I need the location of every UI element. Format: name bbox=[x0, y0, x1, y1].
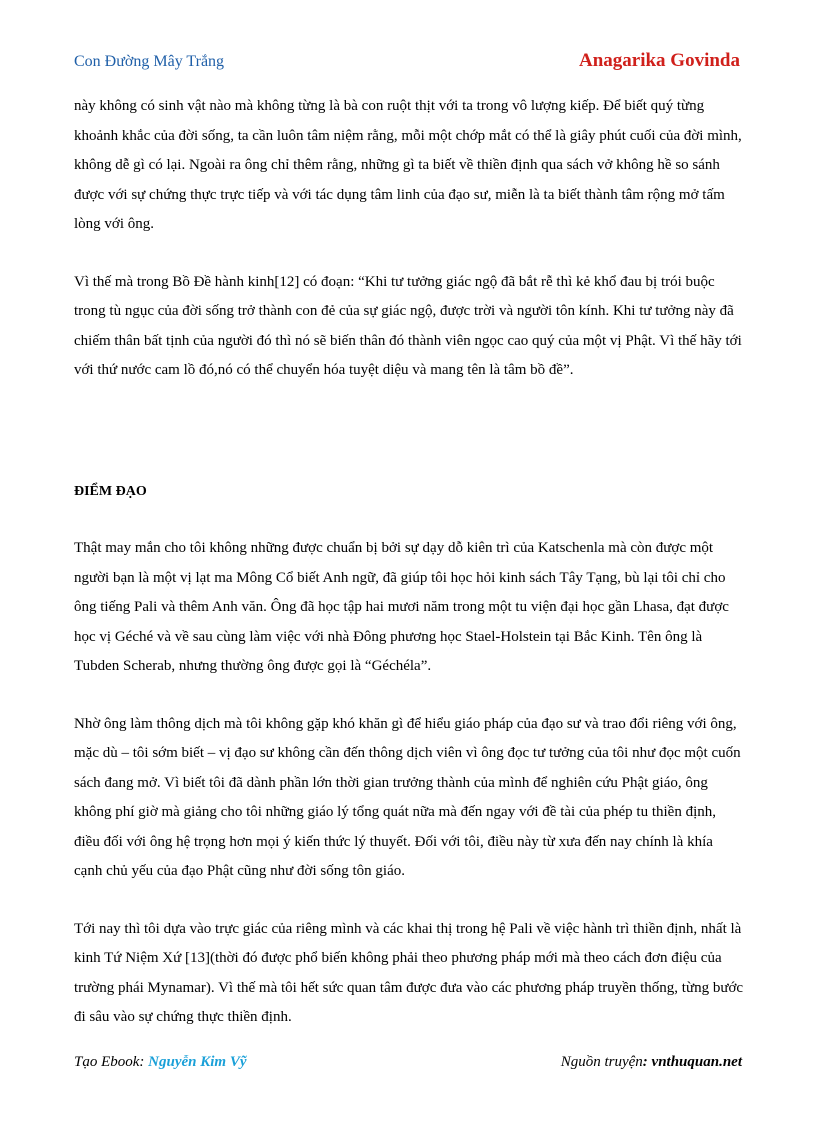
source-credit-sep: : bbox=[642, 1054, 652, 1070]
ebook-credit bbox=[74, 1054, 247, 1071]
source-site: vnthuquan.net bbox=[651, 1054, 742, 1070]
page-header bbox=[74, 50, 740, 76]
paragraph: này không có sinh vật nào mà không từng là bà con ruột thịt với ta trong vô lượng kiếp. Để biết quý từng khoảnh khắc của đời sống, ta cần luôn tâm niệm rằng, mỗi một chớp mắt có thể là giây phút cuối của đời mình, không dễ gì có lại. Ngoài ra ông chỉ thêm rằng, những gì ta biết về thiền định qua sách vở không hề so sánh được với sự chứng thực trực tiếp và với tác dụng tâm linh của đạo sư, miễn là ta biết thành tâm rộng mở tấm lòng với ông. bbox=[74, 98, 742, 232]
paragraph: Thật may mắn cho tôi không những được chuẩn bị bởi sự dạy dỗ kiên trì của Katschenla mà còn được một người bạn là một vị lạt ma Mông Cổ biết Anh ngữ, đã giúp tôi học hỏi kinh sách Tây Tạng, bù lại tôi chỉ cho ông tiếng Pali và thêm Anh văn. Ông đã học tập hai mươi năm trong một tu viện đại học gần Lhasa, đạt được học vị Géché và về sau cùng làm việc với nhà Đông phương học Stael-Holstein tại Bắc Kinh. Tên ông là Tubden Scherab, nhưng thường ông được gọi là “Géchéla”. bbox=[74, 540, 729, 674]
ebook-credit-label: Tạo Ebook bbox=[74, 1054, 140, 1070]
paragraph: Nhờ ông làm thông dịch mà tôi không gặp khó khăn gì để hiểu giáo pháp của đạo sư và trao đổi riêng với ông, mặc dù – tôi sớm biết – vị đạo sư không cần đến thông dịch viên vì ông đọc tư tưởng của tôi như đọc một cuốn sách đang mở. Vì biết tôi đã dành phần lớn thời gian trưởng thành của mình để nghiên cứu Phật giáo, ông không phí giờ mà giảng cho tôi những giáo lý tổng quát nữa mà đến ngay với đề tài của phép tu thiền định, điều đối với ông hệ trọng hơn mọi ý kiến thức lý thuyết. Đối với tôi, điều này từ xưa đến nay chính là khía cạnh chủ yếu của đạo Phật cũng như đời sống tôn giáo. bbox=[74, 715, 741, 879]
source-credit bbox=[561, 1054, 742, 1071]
author-name: Anagarika Govinda bbox=[578, 50, 740, 71]
book-title: Con Đường Mây Trắng bbox=[74, 53, 225, 70]
body-text-top bbox=[74, 92, 744, 386]
body-text-bottom bbox=[74, 534, 744, 1033]
ebook-creator-name: Nguyễn Kim Vỹ bbox=[148, 1054, 247, 1070]
page-footer bbox=[74, 1054, 742, 1076]
section-heading: ĐIỂM ĐẠO bbox=[74, 484, 147, 499]
paragraph: Vì thế mà trong Bồ Đề hành kinh[12] có đoạn: “Khi tư tưởng giác ngộ đã bắt rễ thì kẻ khổ đau bị trói buộc trong tù ngục của đời sống trở thành con đẻ của sự giác ngộ, được trời và người tôn kính. Khi tư tưởng này đã chiếm thân bất tịnh của người đó thì nó sẽ biến thân đó thành viên ngọc cao quý của một vị Phật. Vì thế hãy tới với thứ nước cam lồ đó,nó có thể chuyển hóa tuyệt diệu và mang tên là tâm bồ đề”. bbox=[74, 273, 742, 378]
paragraph: Tới nay thì tôi dựa vào trực giác của riêng mình và các khai thị trong hệ Pali về việc hành trì thiền định, nhất là kinh Tứ Niệm Xứ [13](thời đó được phổ biến không phải theo phương pháp mới mà theo cách đơn điệu của trường phái Mynamar). Vì thế mà tôi hết sức quan tâm được đưa vào các phương pháp truyền thống, từng bước đi sâu vào sự chứng thực thiền định. bbox=[74, 920, 744, 1025]
ebook-credit-sep: : bbox=[139, 1054, 149, 1070]
source-credit-label: Nguồn truyện bbox=[560, 1054, 643, 1070]
